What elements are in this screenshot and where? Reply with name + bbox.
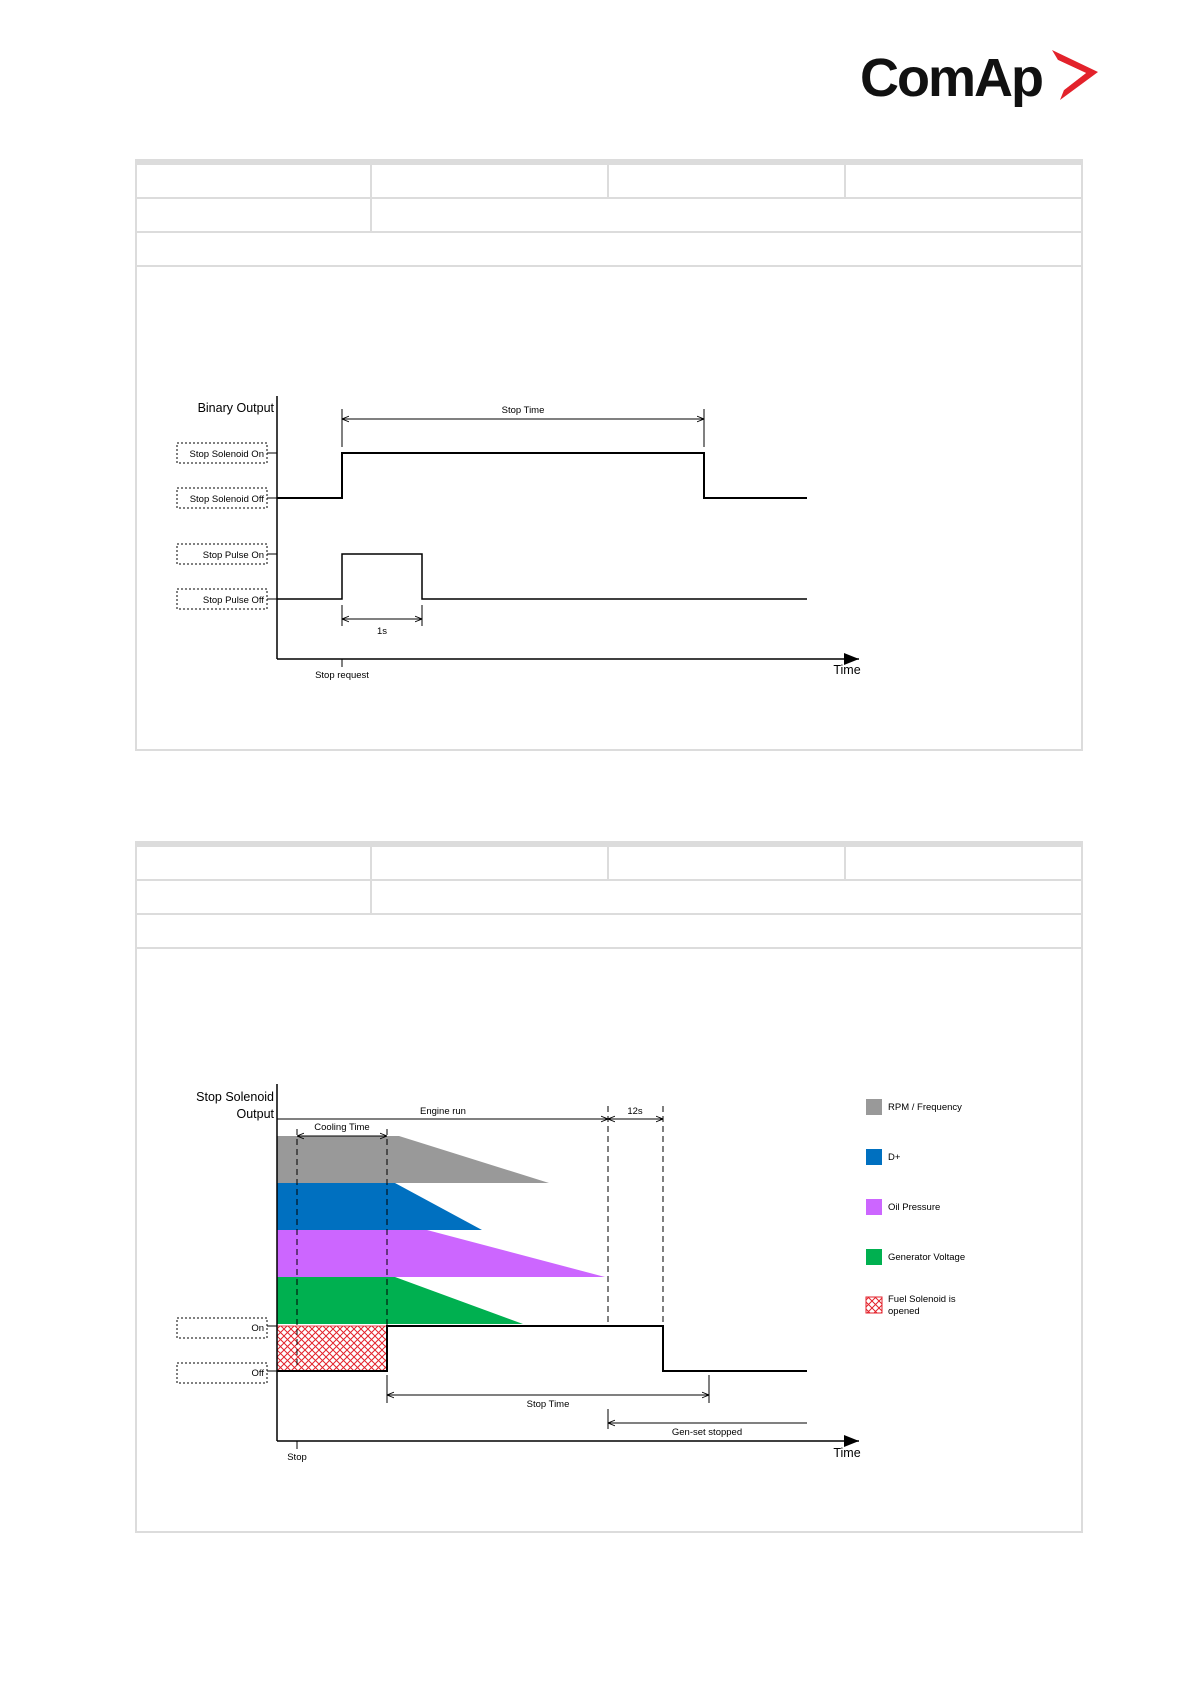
y-axis-label-line2: Output [236,1107,274,1121]
level-label-stop-pulse-off [177,589,277,609]
band-generator-voltage [277,1277,523,1324]
panel-header-row [137,165,1081,199]
band-d-plus [277,1183,482,1230]
legend-item-rpm-frequency [866,1099,962,1115]
stop-pulse-signal [277,554,807,599]
svg-text:On: On [251,1323,264,1334]
legend [866,1099,965,1317]
svg-text:Oil Pressure: Oil Pressure [888,1202,941,1213]
y-axis-label: Binary Output [197,401,274,415]
dimension-pulse-1s [342,605,422,637]
band-rpm-frequency [277,1136,549,1183]
svg-text:Stop Pulse Off: Stop Pulse Off [202,595,264,606]
logo-wordmark: ComAp [860,48,1042,108]
legend-item-generator-voltage [866,1249,965,1265]
legend-item-d-plus [866,1149,901,1165]
band-fuel-solenoid [277,1326,387,1371]
svg-text:Generator Voltage: Generator Voltage [888,1252,966,1263]
header-cell [137,847,372,879]
timing-diagram-stop-solenoid [137,269,1081,749]
level-label-on [177,1318,277,1338]
svg-text:12s: 12s [627,1106,643,1117]
dimension-stop-time [387,1375,709,1410]
level-label-stop-solenoid-off [177,488,277,508]
x-axis-label: Time [833,663,861,677]
diagram-panel-2 [135,841,1083,1533]
header-cell [372,199,1081,231]
stop-request-label: Stop request [315,670,369,681]
svg-text:Stop Solenoid On: Stop Solenoid On [189,449,264,460]
dimension-12s [608,1106,663,1119]
band-oil-pressure [277,1230,605,1277]
x-axis-label: Time [833,1446,861,1460]
stop-solenoid-signal [277,453,807,498]
timing-diagram-stop-solenoid-output [137,951,1081,1531]
header-cell [137,165,372,197]
header-cell [846,847,1081,879]
svg-text:Stop Solenoid Off: Stop Solenoid Off [189,494,264,505]
svg-text:Engine run: Engine run [420,1106,466,1117]
header-cell [609,847,846,879]
header-cell [846,165,1081,197]
panel-title-row [137,233,1081,267]
dimension-stop-time [342,405,704,447]
header-cell [137,199,372,231]
level-label-stop-pulse-on [177,544,277,564]
comap-logo [860,42,1120,112]
svg-text:Off: Off [251,1368,264,1379]
panel-title-row [137,915,1081,949]
panel-header-row [137,847,1081,881]
svg-text:Stop Pulse On: Stop Pulse On [202,550,264,561]
diagram-panel-1 [135,159,1083,751]
svg-text:opened: opened [888,1306,920,1317]
dimension-cooling-time [297,1122,387,1136]
logo-arrow-icon [1052,50,1098,100]
svg-text:Stop Time: Stop Time [501,405,545,416]
level-label-stop-solenoid-on [177,443,277,463]
svg-text:Stop Time: Stop Time [526,1399,570,1410]
header-cell [609,165,846,197]
dimension-engine-run [277,1106,608,1119]
panel-subheader-row [137,881,1081,915]
svg-text:Fuel Solenoid is: Fuel Solenoid is [888,1294,956,1305]
dimension-gen-set-stopped [608,1409,807,1438]
header-cell [372,847,609,879]
header-cell [137,233,1081,265]
header-cell [137,881,372,913]
stop-label: Stop [287,1452,307,1463]
svg-text:D+: D+ [888,1152,901,1163]
svg-text:1s: 1s [376,626,388,637]
y-axis-label-line1: Stop Solenoid [196,1090,274,1104]
header-cell [372,165,609,197]
legend-item-oil-pressure [866,1199,940,1215]
svg-text:Cooling Time: Cooling Time [314,1122,370,1133]
header-cell [137,915,1081,947]
panel-subheader-row [137,199,1081,233]
header-cell [372,881,1081,913]
legend-item-fuel-solenoid [866,1294,956,1317]
level-label-off [177,1363,277,1383]
svg-text:RPM / Frequency: RPM / Frequency [888,1102,962,1113]
svg-text:Gen-set stopped: Gen-set stopped [671,1427,743,1438]
